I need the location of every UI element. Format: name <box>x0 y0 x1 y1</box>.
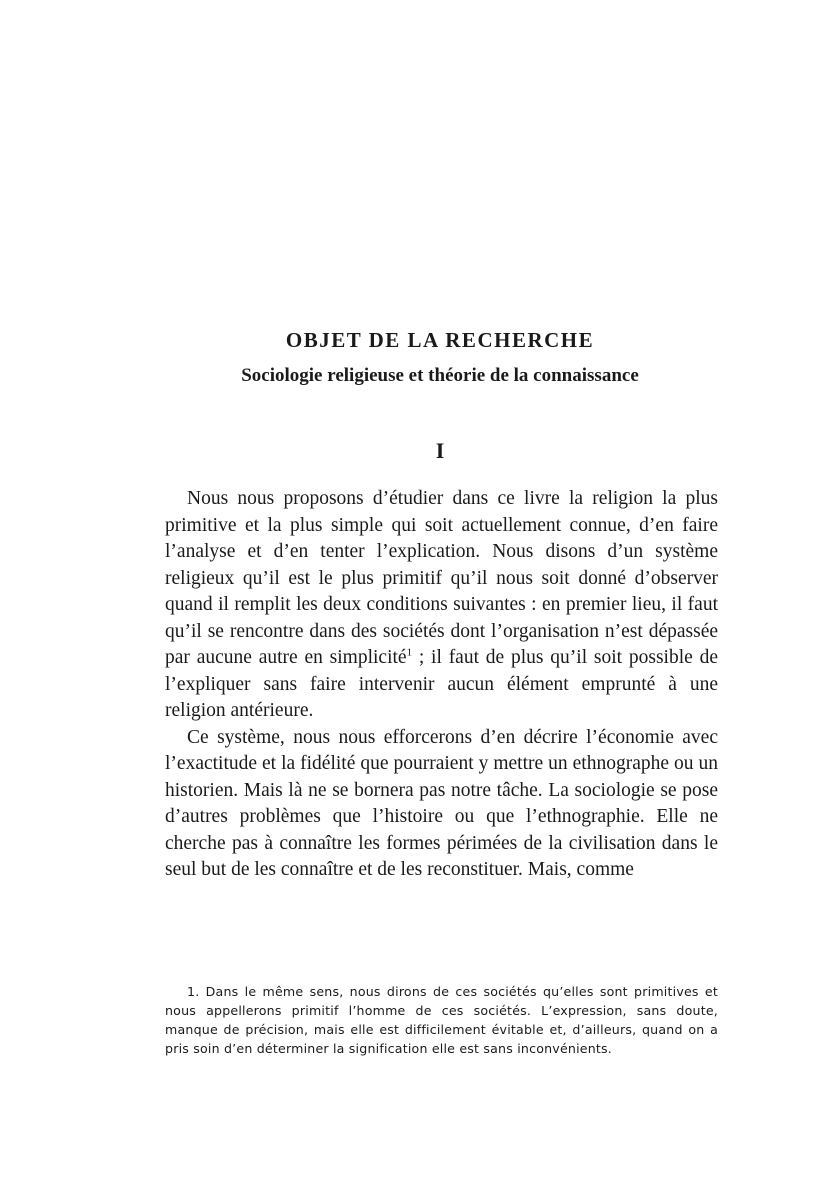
chapter-subtitle: Sociologie religieuse et théorie de la connaissance <box>241 365 639 386</box>
paragraph-1-text: Nous nous proposons d’étudier dans ce livre la religion la plus primitive et la plus simple qui soit actuellement connue, d’en faire l’analyse et d’en tenter l’explication. Nous disons d’un système religieux qu’il est le plus primitif qu’il nous soit donné d’observer quand il remplit les deux conditions suivantes : en premier lieu, il faut qu’il se rencontre dans des sociétés dont l’organisation n’est dépassée par aucune autre en simplicité <box>165 488 718 668</box>
paragraph-1 <box>165 486 718 725</box>
footnote <box>165 982 718 1058</box>
paragraph-1-continuation: ; il faut de plus qu’il soit possible de l’expliquer sans faire intervenir aucun élément emprunté à une religion antérieure. <box>165 647 718 721</box>
section-number: I <box>435 438 445 463</box>
chapter-title: OBJET DE LA RECHERCHE <box>285 328 595 352</box>
footnote-marker: 1 <box>406 646 413 659</box>
footnote-text: 1. Dans le même sens, nous dirons de ces sociétés qu’elles sont primitives et nous appellerons primitif l’homme de ces sociétés. L’expression, sans doute, manque de précision, mais elle est difficilement évitable et, d’ailleurs, quand on a pris soin d’en déterminer la signification elle est sans inconvénients. <box>165 984 718 1056</box>
main-text <box>165 486 718 884</box>
paragraph-2: Ce système, nous nous efforcerons d’en décrire l’économie avec l’exactitude et la fidélité que pourraient y mettre un ethnographe ou un historien. Mais là ne se bornera pas notre tâche. La sociologie se pose d’autres problèmes que l’histoire ou que l’ethnographie. Elle ne cherche pas à connaître les formes périmées de la civilisation dans le seul but de les connaître et de les reconstituer. Mais, comme <box>165 726 718 880</box>
